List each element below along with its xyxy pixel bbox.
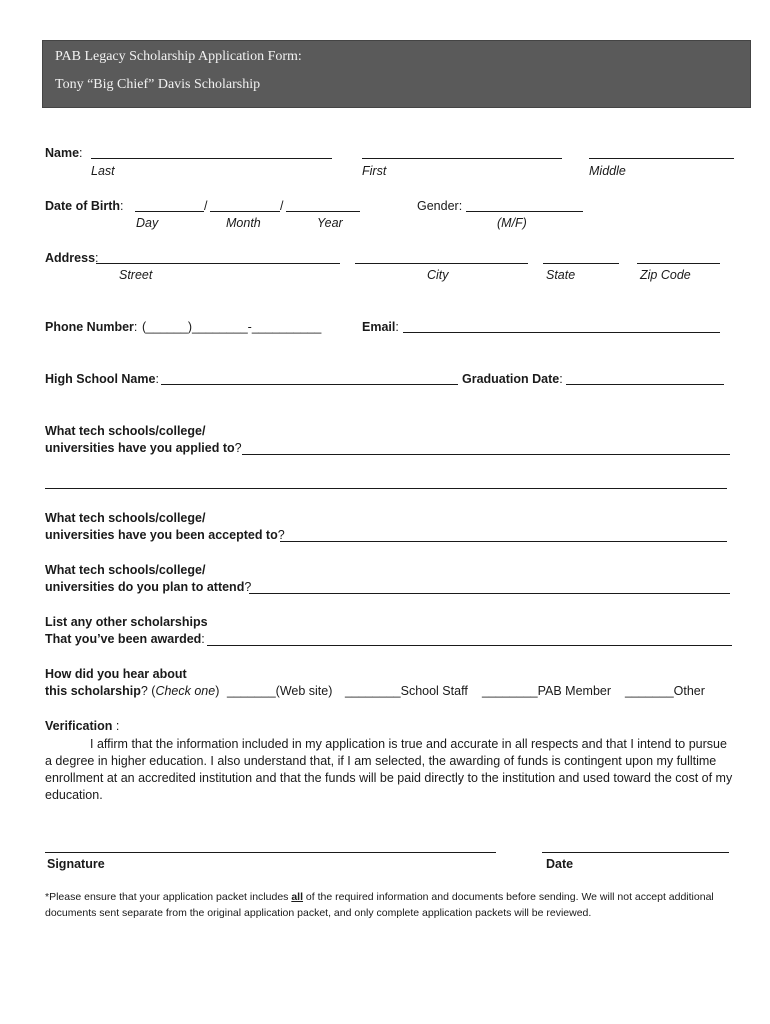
option-other[interactable]: _______Other xyxy=(625,684,705,698)
date-field[interactable] xyxy=(542,852,729,853)
form-subtitle: Tony “Big Chief” Davis Scholarship xyxy=(55,77,261,92)
hear-question-line1: How did you hear about xyxy=(45,667,187,681)
gender-hint: (M/F) xyxy=(497,216,527,230)
dob-year-field[interactable] xyxy=(286,211,360,212)
dob-slash: / xyxy=(204,199,208,213)
year-caption: Year xyxy=(317,216,343,230)
date-label: Date xyxy=(546,857,574,871)
street-field[interactable] xyxy=(96,263,340,264)
signature-label: Signature xyxy=(47,857,105,871)
scholarships-question-line1: List any other scholarships xyxy=(45,615,208,629)
applied-question-line2: universities have you applied to? xyxy=(45,441,242,455)
footnote: *Please ensure that your application packet includes all of the required information and documents before sending. We will not accept additional documents sent separate from the original application packet, and only complete application packets will be reviewed. xyxy=(45,891,714,919)
month-caption: Month xyxy=(226,216,261,230)
attend-field[interactable] xyxy=(249,593,730,594)
city-caption: City xyxy=(427,268,449,282)
phone-field[interactable]: (______)________-__________ xyxy=(142,320,322,334)
accepted-question-line1: What tech schools/college/ xyxy=(45,511,206,525)
graduation-label: Graduation Date: xyxy=(462,372,563,386)
signature-field[interactable] xyxy=(45,852,496,853)
attend-question-line2: universities do you plan to attend? xyxy=(45,580,252,594)
phone-label: Phone Number: xyxy=(45,320,138,334)
zip-field[interactable] xyxy=(637,263,720,264)
accepted-field[interactable] xyxy=(280,541,727,542)
last-name-field[interactable] xyxy=(91,158,332,159)
option-pab-member[interactable]: ________PAB Member xyxy=(482,684,612,698)
email-label: Email: xyxy=(362,320,399,334)
dob-label: Date of Birth: xyxy=(45,199,124,213)
dob-day-field[interactable] xyxy=(135,211,204,212)
graduation-field[interactable] xyxy=(566,384,724,385)
accepted-question-line2: universities have you been accepted to? xyxy=(45,528,285,542)
high-school-field[interactable] xyxy=(161,384,458,385)
email-field[interactable] xyxy=(403,332,720,333)
address-label: Address: xyxy=(45,251,99,265)
zip-caption: Zip Code xyxy=(640,268,691,282)
form-title: PAB Legacy Scholarship Application Form: xyxy=(55,49,302,64)
scholarships-field[interactable] xyxy=(207,645,732,646)
middle-caption: Middle xyxy=(589,164,626,178)
name-label: Name: xyxy=(45,146,83,160)
scholarships-question-line2: That you’ve been awarded: xyxy=(45,632,205,646)
applied-field-extra[interactable] xyxy=(45,488,727,489)
state-caption: State xyxy=(546,268,576,282)
option-school-staff[interactable]: ________School Staff xyxy=(345,684,468,698)
form-header xyxy=(42,40,751,108)
high-school-label: High School Name: xyxy=(45,372,159,386)
attend-question-line1: What tech schools/college/ xyxy=(45,563,206,577)
verification-text: I affirm that the information included in my application is true and accurate in all respects and that I intend to pursue a degree in higher education. I also understand that, if I am selected, the awarding of funds is contingent upon my fulltime enrollment at an accredited institution and that the funds will be paid directly to the institution and used toward the cost of my education. xyxy=(45,737,733,802)
gender-field[interactable] xyxy=(466,211,583,212)
option-web-site[interactable]: _______(Web site) xyxy=(227,684,333,698)
day-caption: Day xyxy=(136,216,159,230)
verification-label: Verification : xyxy=(45,719,120,733)
city-field[interactable] xyxy=(355,263,528,264)
middle-name-field[interactable] xyxy=(589,158,734,159)
first-name-field[interactable] xyxy=(362,158,562,159)
applied-question-line1: What tech schools/college/ xyxy=(45,424,206,438)
dob-slash: / xyxy=(280,199,284,213)
street-caption: Street xyxy=(119,268,153,282)
hear-question-line2: this scholarship? (Check one) xyxy=(45,684,220,698)
first-caption: First xyxy=(362,164,387,178)
dob-month-field[interactable] xyxy=(210,211,280,212)
last-caption: Last xyxy=(91,164,115,178)
gender-label: Gender: xyxy=(417,199,463,213)
state-field[interactable] xyxy=(543,263,619,264)
applied-field[interactable] xyxy=(242,454,730,455)
